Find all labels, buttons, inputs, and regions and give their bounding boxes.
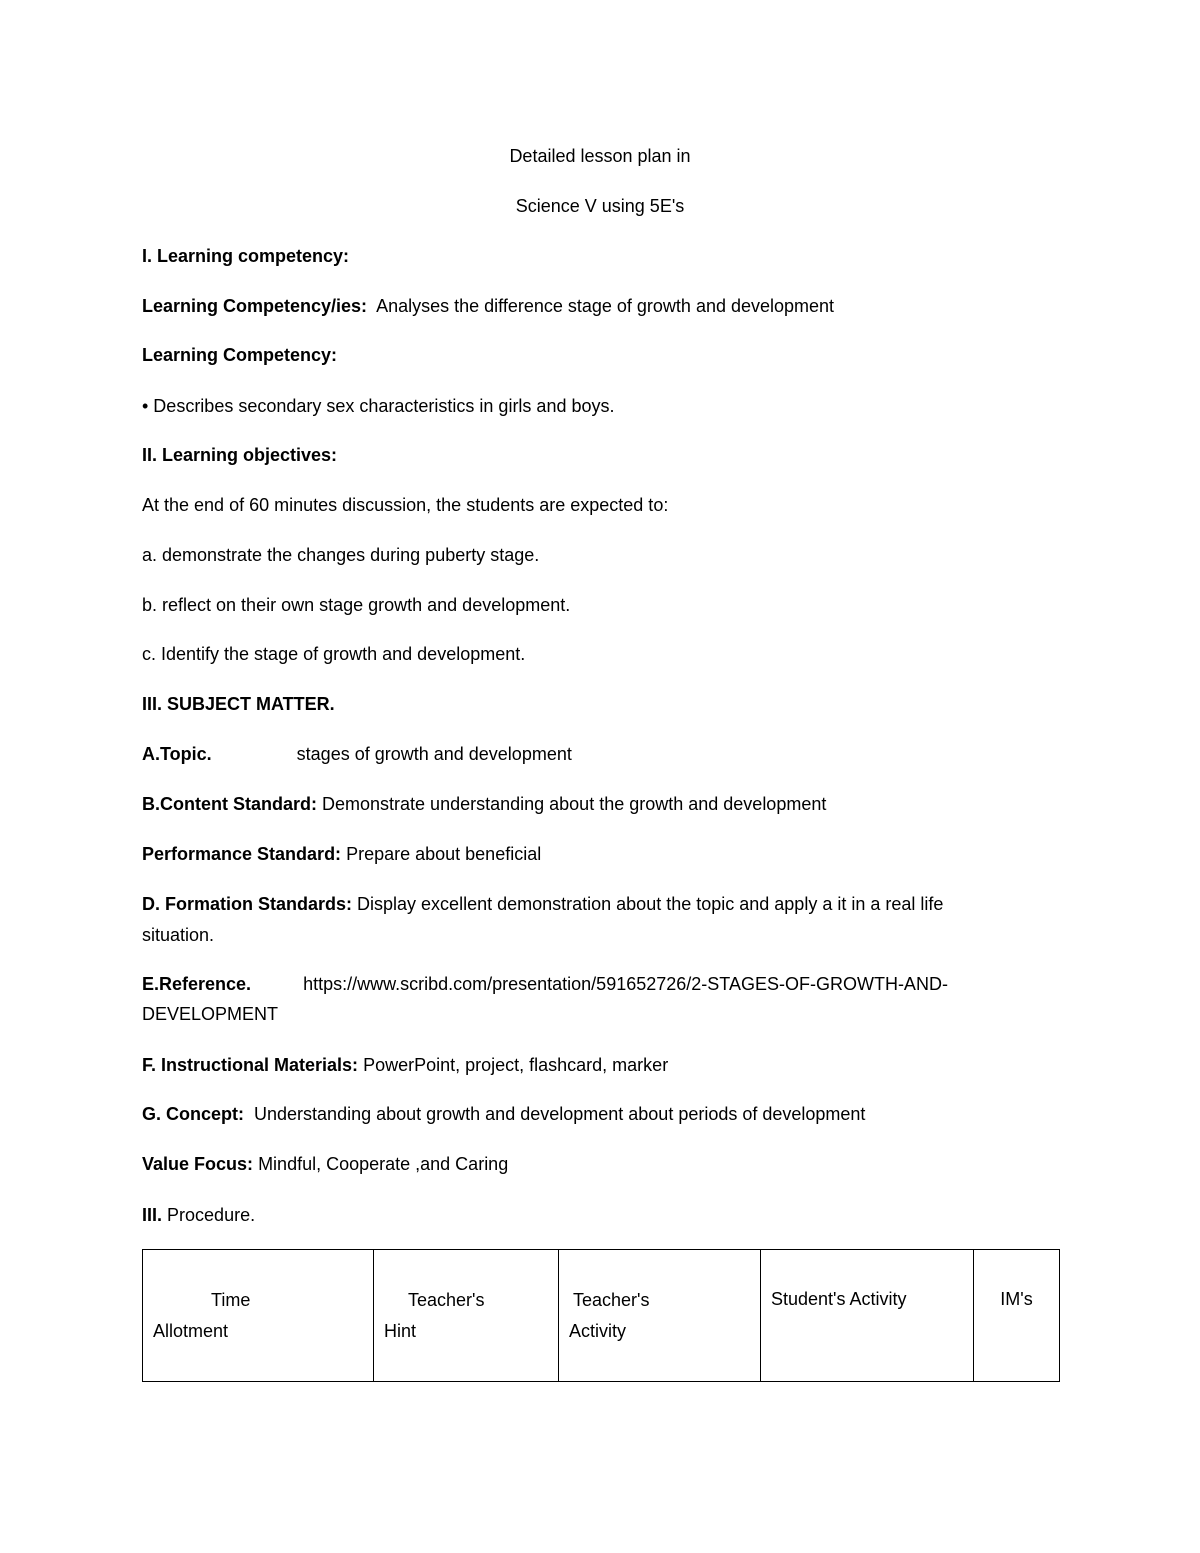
reference-row — [142, 973, 948, 995]
learning-competency-value: Analyses the difference stage of growth and development — [376, 296, 835, 316]
procedure-label: III. — [142, 1205, 163, 1225]
value-focus-value: Mindful, Cooperate ,and Caring — [258, 1154, 509, 1174]
objective-a: a. demonstrate the changes during puberty stage. — [142, 545, 540, 565]
value-focus-row — [142, 1153, 508, 1175]
concept-label: G. Concept: — [142, 1104, 244, 1124]
performance-standard-value: Prepare about beneficial — [346, 844, 542, 864]
learning-competency-2-label: Learning Competency: — [142, 345, 338, 365]
topic-row — [142, 743, 572, 765]
content-standard-label: B.Content Standard: — [142, 794, 317, 814]
section2-heading: II. Learning objectives: — [142, 445, 338, 465]
procedure-table-header-row — [143, 1250, 1060, 1382]
title-line-2: Science V using 5E's — [515, 196, 685, 216]
learning-competency-label: Learning Competency/ies: — [142, 296, 368, 316]
header-teachers-hint: Teacher's Hint — [374, 1250, 559, 1382]
concept-row — [142, 1103, 865, 1125]
materials-row — [142, 1054, 668, 1076]
topic-label: A.Topic. — [142, 744, 212, 764]
formation-standards-cont: situation. — [142, 925, 215, 945]
reference-link[interactable]: https://www.scribd.com/presentation/591652726/2-STAGES-OF-GROWTH-AND- — [303, 974, 948, 994]
topic-value: stages of growth and development — [296, 744, 572, 764]
competency-bullet: • Describes secondary sex characteristics in girls and boys. — [142, 396, 615, 416]
objective-c: c. Identify the stage of growth and development. — [142, 644, 526, 664]
content-standard-value: Demonstrate understanding about the growth and development — [322, 794, 827, 814]
header-ims: IM's — [974, 1250, 1060, 1382]
performance-standard-row — [142, 843, 541, 865]
learning-competency-row — [142, 295, 834, 317]
procedure-value: Procedure. — [167, 1205, 256, 1225]
procedure-row — [142, 1204, 255, 1226]
materials-label: F. Instructional Materials: — [142, 1055, 359, 1075]
reference-link-cont[interactable]: DEVELOPMENT — [142, 1004, 279, 1024]
header-time-allotment: Time Allotment — [143, 1250, 374, 1382]
objectives-intro: At the end of 60 minutes discussion, the students are expected to: — [142, 495, 669, 515]
header-teachers-activity: Teacher's Activity — [559, 1250, 761, 1382]
objective-b: b. reflect on their own stage growth and development. — [142, 595, 571, 615]
formation-standards-row — [142, 893, 943, 915]
materials-value: PowerPoint, project, flashcard, marker — [363, 1055, 669, 1075]
reference-label: E.Reference. — [142, 974, 252, 994]
header-students-activity: Student's Activity — [761, 1250, 974, 1382]
performance-standard-label: Performance Standard: — [142, 844, 342, 864]
procedure-table — [142, 1249, 1060, 1382]
formation-standards-value: Display excellent demonstration about the topic and apply a it in a real life — [357, 894, 944, 914]
section3-heading: III. SUBJECT MATTER. — [142, 694, 335, 714]
title-line-1: Detailed lesson plan in — [509, 146, 691, 166]
concept-value: Understanding about growth and development about periods of development — [254, 1104, 866, 1124]
section1-heading: I. Learning competency: — [142, 246, 350, 266]
formation-standards-label: D. Formation Standards: — [142, 894, 353, 914]
value-focus-label: Value Focus: — [142, 1154, 254, 1174]
content-standard-row — [142, 793, 826, 815]
